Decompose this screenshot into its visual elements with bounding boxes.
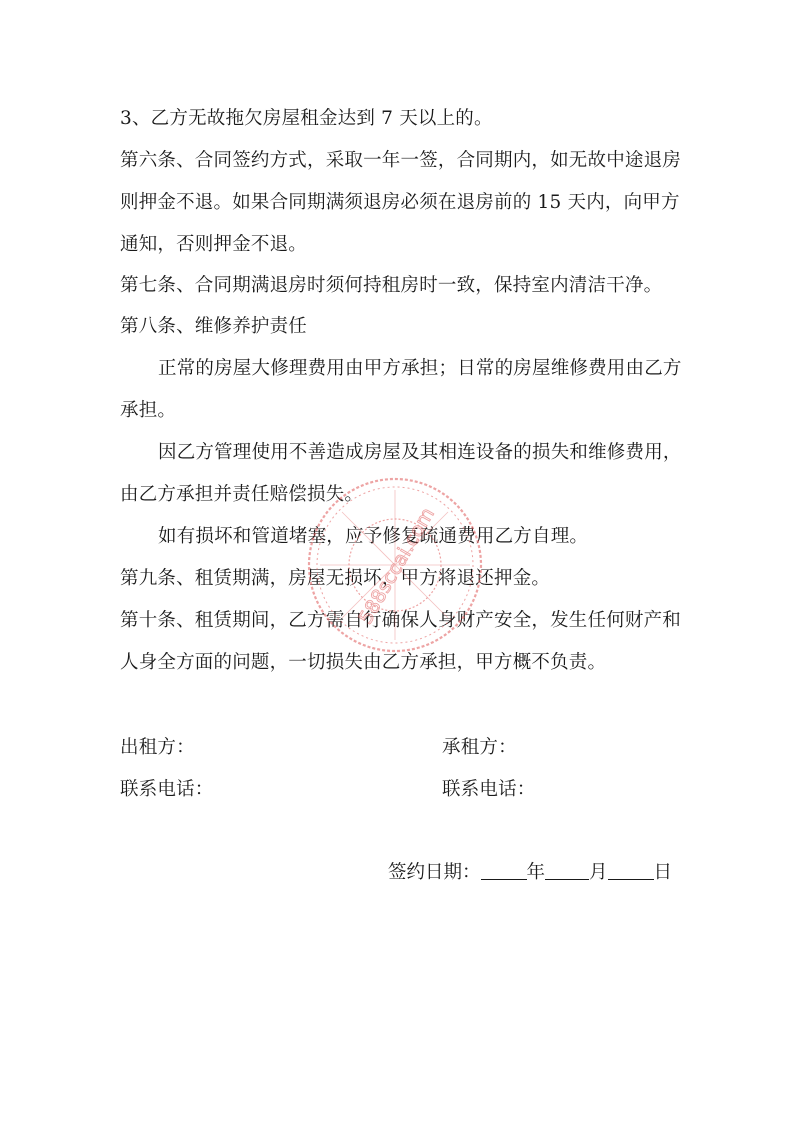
- article-10-line-1: 第十条、租赁期间，乙方需自行确保人身财产安全，发生任何财产和: [120, 610, 682, 631]
- lessee-phone-label: 联系电话：: [442, 779, 536, 800]
- month-label: 月: [589, 862, 608, 883]
- article-8-heading: 第八条、维修养护责任: [120, 316, 308, 337]
- lessor-phone-label: 联系电话：: [120, 779, 214, 800]
- article-9-text: 第九条、租赁期满，房屋无损坏，甲方将退还押金。: [120, 568, 551, 589]
- article-8-para-1-line-1: 正常的房屋大修理费用由甲方承担；日常的房屋维修费用由乙方: [158, 358, 682, 379]
- lessor-label: 出租方：: [120, 737, 195, 758]
- signing-date: [388, 860, 672, 886]
- clause-3-text: 3、乙方无故拖欠房屋租金达到 7 天以上的。: [120, 108, 493, 129]
- lessee-label: 承租方：: [442, 737, 517, 758]
- watermark-text: 588sccai.com: [354, 503, 439, 629]
- day-blank: [608, 861, 654, 880]
- month-blank: [545, 861, 589, 880]
- year-label: 年: [526, 862, 546, 883]
- article-8-para-2-line-2: 由乙方承担并责任赔偿损失。: [120, 484, 364, 505]
- signing-date-label: 签约日期：: [388, 862, 481, 883]
- article-6-line-3: 通知，否则押金不退。: [120, 234, 308, 255]
- article-8-para-1-line-2: 承担。: [120, 400, 177, 421]
- year-blank: [481, 861, 527, 880]
- day-label: 日: [653, 862, 673, 883]
- article-6-line-1: 第六条、合同签约方式，采取一年一签，合同期内，如无故中途退房: [120, 150, 682, 171]
- article-10-line-2: 人身全方面的问题，一切损失由乙方承担，甲方概不负责。: [120, 652, 607, 673]
- article-8-para-2-line-1: 因乙方管理使用不善造成房屋及其相连设备的损失和维修费用，: [158, 442, 682, 463]
- article-8-para-3: 如有损坏和管道堵塞，应予修复疏通费用乙方自理。: [158, 526, 589, 547]
- article-7-text: 第七条、合同期满退房时须何持租房时一致，保持室内清洁干净。: [120, 275, 663, 296]
- article-6-line-2: 则押金不退。如果合同期满须退房必须在退房前的 15 天内，向甲方: [120, 192, 680, 213]
